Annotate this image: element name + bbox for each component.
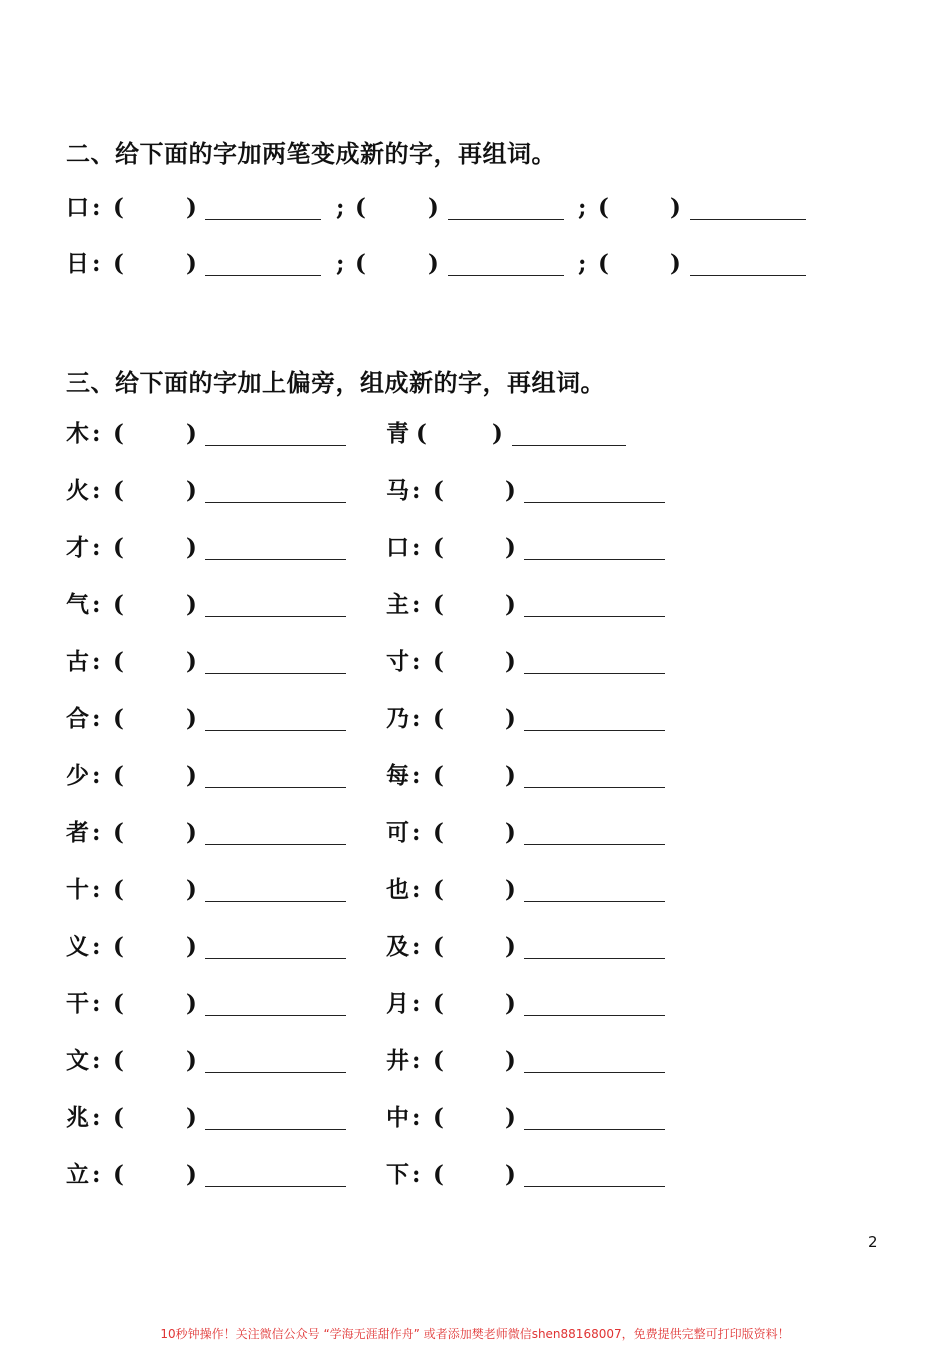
section3-row	[0, 875, 950, 905]
footer-promo: 10秒钟操作！关注微信公众号 “学海无涯甜作舟” 或者添加樊老师微信shen88168007，免费提供完整可打印版资料！	[160, 1327, 790, 1341]
open-paren: (	[433, 534, 444, 561]
answer-line[interactable]	[205, 1015, 346, 1016]
answer-line[interactable]	[512, 445, 626, 446]
section3-row	[0, 818, 950, 848]
answer-line[interactable]	[524, 901, 665, 902]
open-paren: (	[433, 1161, 444, 1188]
base-char: 合	[66, 705, 89, 732]
close-paren: )	[186, 876, 197, 903]
answer-line[interactable]	[205, 673, 346, 674]
open-paren: (	[433, 591, 444, 618]
open-paren: (	[113, 534, 124, 561]
section3-row	[0, 590, 950, 620]
close-paren: )	[505, 1047, 516, 1074]
answer-line[interactable]	[205, 219, 321, 220]
answer-line[interactable]	[690, 219, 806, 220]
answer-line[interactable]	[524, 844, 665, 845]
section3-row	[0, 1103, 950, 1133]
colon: :	[92, 194, 101, 221]
close-paren: )	[505, 933, 516, 960]
colon: :	[412, 705, 421, 732]
open-paren: (	[416, 420, 427, 447]
answer-line[interactable]	[524, 787, 665, 788]
open-paren: (	[113, 250, 124, 277]
close-paren: )	[428, 194, 439, 221]
colon: :	[92, 1104, 101, 1131]
section3-row	[0, 932, 950, 962]
colon: :	[412, 876, 421, 903]
base-char: 也	[386, 876, 409, 903]
answer-line[interactable]	[524, 616, 665, 617]
open-paren: (	[113, 591, 124, 618]
close-paren: )	[505, 990, 516, 1017]
open-paren: (	[113, 477, 124, 504]
answer-line[interactable]	[524, 1015, 665, 1016]
open-paren: (	[355, 194, 366, 221]
answer-line[interactable]	[524, 1129, 665, 1130]
answer-line[interactable]	[524, 1072, 665, 1073]
colon: :	[412, 819, 421, 846]
colon: :	[92, 876, 101, 903]
colon: :	[92, 534, 101, 561]
base-char: 义	[66, 933, 89, 960]
section3-heading: 三、给下面的字加上偏旁，组成新的字，再组词。	[66, 368, 605, 397]
colon: :	[412, 762, 421, 789]
colon: :	[412, 534, 421, 561]
close-paren: )	[186, 1047, 197, 1074]
close-paren: )	[186, 990, 197, 1017]
base-char: 文	[66, 1047, 89, 1074]
open-paren: (	[433, 648, 444, 675]
answer-line[interactable]	[205, 445, 346, 446]
colon: :	[92, 762, 101, 789]
answer-line[interactable]	[524, 559, 665, 560]
close-paren: )	[505, 591, 516, 618]
close-paren: )	[186, 591, 197, 618]
base-char: 马	[386, 477, 409, 504]
section3-row	[0, 761, 950, 791]
semicolon: ;	[336, 194, 345, 221]
answer-line[interactable]	[205, 844, 346, 845]
colon: :	[92, 705, 101, 732]
open-paren: (	[113, 705, 124, 732]
answer-line[interactable]	[205, 1129, 346, 1130]
open-paren: (	[113, 762, 124, 789]
close-paren: )	[186, 819, 197, 846]
section3-row	[0, 647, 950, 677]
base-char: 月	[386, 990, 409, 1017]
section3-row	[0, 989, 950, 1019]
open-paren: (	[433, 762, 444, 789]
close-paren: )	[505, 762, 516, 789]
close-paren: )	[505, 876, 516, 903]
base-char: 下	[386, 1161, 409, 1188]
semicolon: ;	[578, 194, 587, 221]
open-paren: (	[433, 477, 444, 504]
close-paren: )	[505, 705, 516, 732]
answer-line[interactable]	[205, 559, 346, 560]
section2-row	[0, 193, 950, 223]
section3-row	[0, 1046, 950, 1076]
close-paren: )	[186, 1104, 197, 1131]
answer-line[interactable]	[205, 730, 346, 731]
open-paren: (	[113, 1104, 124, 1131]
semicolon: ;	[578, 250, 587, 277]
base-char: 中	[386, 1104, 409, 1131]
close-paren: )	[186, 648, 197, 675]
answer-line[interactable]	[524, 958, 665, 959]
open-paren: (	[113, 990, 124, 1017]
section3-row	[0, 704, 950, 734]
base-char: 井	[386, 1047, 409, 1074]
answer-line[interactable]	[448, 219, 564, 220]
open-paren: (	[113, 819, 124, 846]
colon: :	[92, 477, 101, 504]
colon: :	[412, 933, 421, 960]
close-paren: )	[186, 534, 197, 561]
colon: :	[412, 591, 421, 618]
open-paren: (	[433, 1047, 444, 1074]
base-char: 才	[66, 534, 89, 561]
answer-line[interactable]	[205, 787, 346, 788]
base-char: 少	[66, 762, 89, 789]
close-paren: )	[505, 1161, 516, 1188]
base-char: 每	[386, 762, 409, 789]
answer-line[interactable]	[448, 275, 564, 276]
section3-row	[0, 476, 950, 506]
open-paren: (	[598, 250, 609, 277]
colon: :	[412, 648, 421, 675]
close-paren: )	[186, 762, 197, 789]
section2-row	[0, 249, 950, 279]
close-paren: )	[186, 933, 197, 960]
colon: :	[92, 819, 101, 846]
open-paren: (	[598, 194, 609, 221]
close-paren: )	[186, 194, 197, 221]
close-paren: )	[492, 420, 503, 447]
base-char: 口	[66, 194, 89, 221]
open-paren: (	[113, 194, 124, 221]
base-char: 青	[386, 420, 409, 447]
answer-line[interactable]	[205, 502, 346, 503]
base-char: 木	[66, 420, 89, 447]
close-paren: )	[186, 477, 197, 504]
close-paren: )	[505, 648, 516, 675]
close-paren: )	[670, 250, 681, 277]
base-char: 及	[386, 933, 409, 960]
base-char: 寸	[386, 648, 409, 675]
page-number: 2	[868, 1233, 878, 1251]
open-paren: (	[113, 1047, 124, 1074]
close-paren: )	[505, 534, 516, 561]
base-char: 口	[386, 534, 409, 561]
open-paren: (	[433, 819, 444, 846]
close-paren: )	[186, 250, 197, 277]
answer-line[interactable]	[205, 1186, 346, 1187]
open-paren: (	[433, 705, 444, 732]
open-paren: (	[113, 420, 124, 447]
base-char: 火	[66, 477, 89, 504]
answer-line[interactable]	[205, 275, 321, 276]
base-char: 气	[66, 591, 89, 618]
colon: :	[92, 648, 101, 675]
base-char: 十	[66, 876, 89, 903]
answer-line[interactable]	[524, 1186, 665, 1187]
open-paren: (	[433, 876, 444, 903]
open-paren: (	[113, 1161, 124, 1188]
open-paren: (	[433, 933, 444, 960]
colon: :	[412, 990, 421, 1017]
answer-line[interactable]	[524, 502, 665, 503]
answer-line[interactable]	[690, 275, 806, 276]
close-paren: )	[186, 1161, 197, 1188]
colon: :	[412, 1047, 421, 1074]
open-paren: (	[433, 1104, 444, 1131]
answer-line[interactable]	[205, 958, 346, 959]
section3-row	[0, 419, 950, 449]
open-paren: (	[355, 250, 366, 277]
base-char: 者	[66, 819, 89, 846]
base-char: 可	[386, 819, 409, 846]
colon: :	[92, 1161, 101, 1188]
colon: :	[92, 420, 101, 447]
answer-line[interactable]	[205, 901, 346, 902]
base-char: 立	[66, 1161, 89, 1188]
colon: :	[92, 933, 101, 960]
open-paren: (	[113, 648, 124, 675]
colon: :	[412, 477, 421, 504]
close-paren: )	[505, 819, 516, 846]
semicolon: ;	[336, 250, 345, 277]
colon: :	[412, 1104, 421, 1131]
close-paren: )	[428, 250, 439, 277]
answer-line[interactable]	[524, 673, 665, 674]
section3-row	[0, 1160, 950, 1190]
answer-line[interactable]	[524, 730, 665, 731]
answer-line[interactable]	[205, 616, 346, 617]
base-char: 乃	[386, 705, 409, 732]
base-char: 兆	[66, 1104, 89, 1131]
open-paren: (	[433, 990, 444, 1017]
colon: :	[92, 1047, 101, 1074]
colon: :	[412, 1161, 421, 1188]
close-paren: )	[505, 477, 516, 504]
base-char: 主	[386, 591, 409, 618]
open-paren: (	[113, 876, 124, 903]
base-char: 日	[66, 250, 89, 277]
close-paren: )	[186, 705, 197, 732]
colon: :	[92, 250, 101, 277]
colon: :	[92, 990, 101, 1017]
answer-line[interactable]	[205, 1072, 346, 1073]
section3-row	[0, 533, 950, 563]
base-char: 干	[66, 990, 89, 1017]
colon: :	[92, 591, 101, 618]
open-paren: (	[113, 933, 124, 960]
base-char: 古	[66, 648, 89, 675]
close-paren: )	[186, 420, 197, 447]
close-paren: )	[505, 1104, 516, 1131]
close-paren: )	[670, 194, 681, 221]
section2-heading: 二、给下面的字加两笔变成新的字，再组词。	[66, 139, 556, 168]
